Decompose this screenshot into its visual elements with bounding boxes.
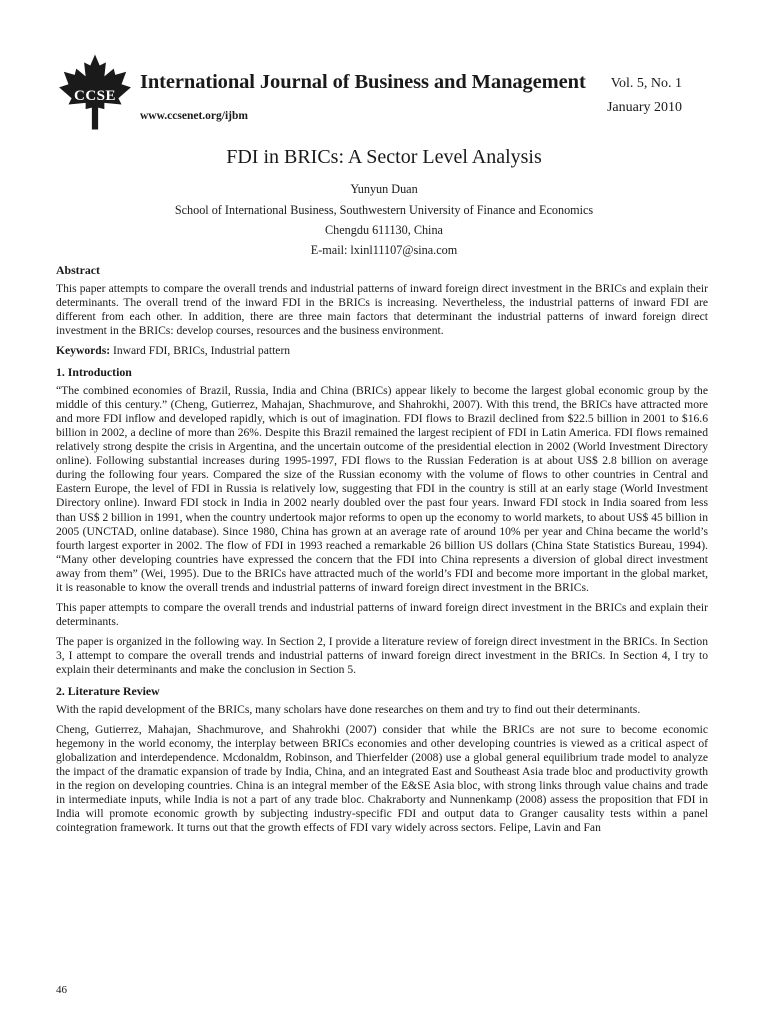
affiliation: School of International Business, Southwestern University of Finance and Economics — [174, 203, 594, 217]
abstract-heading: Abstract — [56, 263, 100, 277]
page-number: 46 — [56, 984, 67, 996]
intro-paragraph-3: The paper is organized in the following way. In Section 2, I provide a literature review of foreign direct investment in the BRICs. In Section 3, I attempt to compare the overall trends and industrial patterns of inward foreign direct investment in the BRICs. In Section 4, I try to explain their determinants and make the conclusion in Section 5. — [56, 635, 708, 677]
journal-url[interactable]: www.ccsenet.org/ijbm — [140, 110, 248, 122]
email[interactable]: E-mail: lxinl11107@sina.com — [310, 243, 458, 257]
keywords-label: Keywords: — [56, 344, 111, 358]
keywords-text: Inward FDI, BRICs, Industrial pattern — [110, 344, 291, 358]
intro-paragraph-2: This paper attempts to compare the overall trends and industrial patterns of inward foreign direct investment in the BRICs and explain their determinants. — [56, 601, 708, 629]
literature-heading: 2. Literature Review — [56, 683, 160, 698]
introduction-heading: 1. Introduction — [56, 364, 132, 379]
volume-info: Vol. 5, No. 1 — [610, 76, 682, 91]
literature-paragraph-1: With the rapid development of the BRICs, many scholars have done researches on them and try to find out their determinants. — [56, 702, 641, 716]
keywords — [56, 344, 708, 358]
location: Chengdu 611130, China — [325, 223, 443, 237]
intro-paragraph-1: “The combined economies of Brazil, Russia, India and China (BRICs) appear likely to become the largest global economic group by the middle of this century.” (Cheng, Gutierrez, Mahajan, Shachmurove, and Shahrokhi, 2007). With this trend, the BRICs have attracted more and more FDI inflow and developed rapidly, which is out of imagination. FDI flows to Brazil declined from $22.5 billion in 2001 to $16.6 billion in 2002, a decline of more than 26%. Despite this Brazil remained the largest recipient of FDI in Latin America. FDI flows remained relatively strong despite the crisis in Argentina, and the uncertain outcome of the presidential election in 2002 (World Investment Directory online). Following substantial increases during 1995-1997, FDI flows to the Russian Federation is at about US$ 2.8 billion on average during the following four years. Compared the size of the Russian economy with the volume of flows to other countries in Central and Eastern Europe, the level of FDI in Russia is relatively low, suggesting that FDI in the country is still at an early stage (World Investment Directory online). Inward FDI stock in India in 2002 nearly doubled over the past four years. Inward FDI stock in India soared from less than US$ 2 billion in 1991, when the country undertook major reforms to open up the economy to world markets, to about US$ 45 billion in 2005 (UNCTAD, online database). Since 1980, China has grown at an average rate of around 10% per year and China became the world’s fourth largest exporter in 2002. The flow of FDI in 1993 reached a remarkable 26 billion US dollars (China State Statistics Bureau, 1994). “Many other developing countries have expressed the concern that the FDI into China represents a diversion of global direct investment away from them” (Wei, 1995). Due to the BRICs have attracted much of the world’s FDI and become more important in the global market, it is reasonable to know the overall trends and industrial patterns of inward foreign direct investment in the BRICs. — [56, 383, 708, 594]
literature-paragraph-2: Cheng, Gutierrez, Mahajan, Shachmurove, and Shahrokhi (2007) consider that while the BRICs are not sure to become economic hegemony in the world economy, the interplay between BRICs economies and other developing countries is viewed as a critical aspect of globalization and interdependence. Mcdonaldm, Robinson, and Thierfelder (2008) use a global general equilibrium trade model to analyze the impact of the dramatic expansion of trade by India, China, and an integrated East and Southeast Asia trade bloc and productivity growth in the region on developing countries. China is an integral member of the E&SE Asia bloc, with strong links through value chains and trade in intermediate inputs, while India is not a part of any trade bloc. Chakraborty and Nunnenkamp (2008) assess the proposition that FDI in India will promote economic growth by subjecting industry-specific FDI and output data to Granger causality tests within a panel cointegration framework. It turns out that the growth effects of FDI vary widely across sectors. Felipe, Lavin and Fan — [56, 722, 708, 835]
logo-text: CCSE — [73, 88, 116, 104]
issue-date: January 2010 — [606, 100, 682, 115]
author-name: Yunyun Duan — [350, 182, 418, 196]
article-body — [56, 263, 708, 841]
journal-title: International Journal of Business and Management — [140, 71, 586, 93]
abstract-text: This paper attempts to compare the overall trends and industrial patterns of inward foreign direct investment in the BRICs and explain their determinants. The overall trend of the inward FDI in the BRICs is increasing. Nevertheless, the industrial patterns of inward FDI are different from each other. In addition, there are three main factors that determinant the industrial patterns of inward foreign direct investment in the BRICs: develop courses, resources and the business environment. — [56, 282, 708, 338]
article-title: FDI in BRICs: A Sector Level Analysis — [226, 146, 542, 168]
